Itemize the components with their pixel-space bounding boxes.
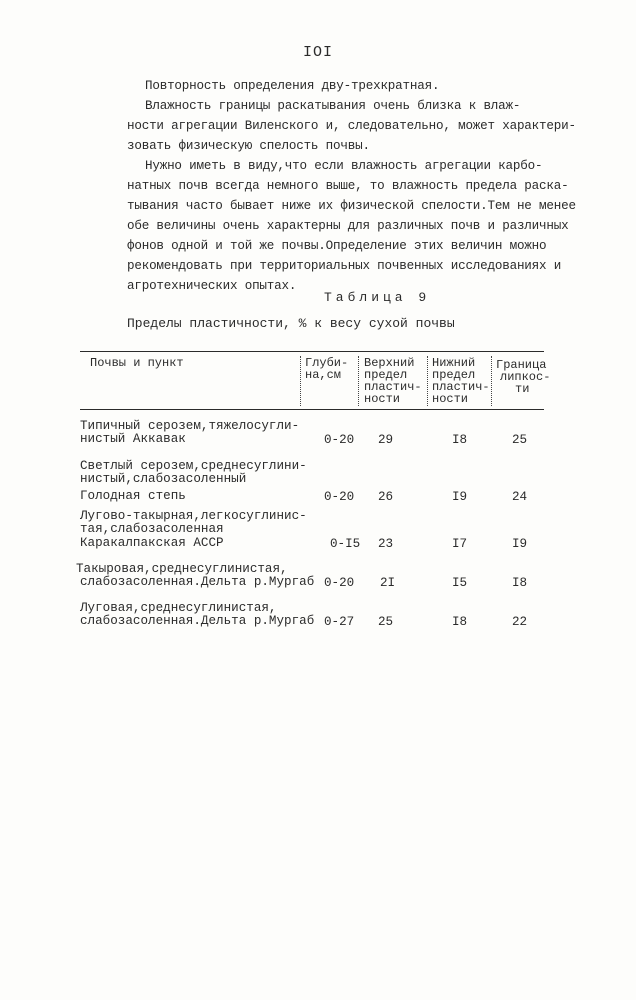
header-soil: Почвы и пункт bbox=[90, 356, 184, 370]
paragraph-line: фонов одной и той же почвы.Определение этих величин можно bbox=[127, 239, 547, 253]
header-upper: пластич- bbox=[364, 380, 422, 394]
column-separator bbox=[427, 356, 428, 406]
header-stickiness: ти bbox=[515, 382, 530, 396]
table-header-rule bbox=[80, 409, 544, 410]
header-lower: ности bbox=[432, 392, 469, 406]
header-upper: Верхний bbox=[364, 356, 415, 370]
table-cell-soil: Такыровая,среднесуглинистая, bbox=[76, 562, 288, 576]
table-cell-soil: Каракалпакская АССР bbox=[80, 536, 224, 550]
paragraph-line: зовать физическую спелость почвы. bbox=[127, 139, 370, 153]
paragraph-line: агротехнических опытах. bbox=[127, 279, 297, 293]
table-cell-lower: I8 bbox=[452, 433, 468, 447]
table-cell-depth: 0-I5 bbox=[330, 537, 361, 551]
table-cell-soil: нистый,слабозасоленный bbox=[80, 472, 247, 486]
table-cell-soil: Типичный серозем,тяжелосугли- bbox=[80, 419, 300, 433]
page-number: IOI bbox=[302, 44, 333, 61]
table-cell-stickiness: 22 bbox=[512, 615, 528, 629]
table-title: Пределы пластичности, % к весу сухой почвы bbox=[127, 316, 455, 331]
table-cell-upper: 26 bbox=[378, 490, 394, 504]
table-cell-depth: 0-27 bbox=[324, 615, 355, 629]
paragraph-line: Нужно иметь в виду,что если влажность агрегации карбо- bbox=[145, 159, 543, 173]
table-cell-soil: Голодная степь bbox=[80, 489, 186, 503]
table-cell-upper: 2I bbox=[380, 576, 396, 590]
table-cell-upper: 29 bbox=[378, 433, 394, 447]
column-separator bbox=[300, 356, 301, 406]
table-cell-soil: Светлый серозем,среднесуглини- bbox=[80, 459, 307, 473]
table-cell-soil: нистый Аккавак bbox=[80, 432, 186, 446]
table-cell-depth: 0-20 bbox=[324, 433, 355, 447]
header-upper: ности bbox=[364, 392, 401, 406]
column-separator bbox=[491, 356, 492, 406]
table-cell-lower: I7 bbox=[452, 537, 468, 551]
paragraph-line: Влажность границы раскатывания очень близка к влаж- bbox=[145, 99, 521, 113]
column-separator bbox=[358, 356, 359, 406]
paragraph-line: натных почв всегда немного выше, то влажность предела раска- bbox=[127, 179, 569, 193]
table-caption: Таблица 9 bbox=[324, 290, 431, 305]
table-cell-stickiness: I8 bbox=[512, 576, 528, 590]
paragraph-line: рекомендовать при территориальных почвенных исследованиях и bbox=[127, 259, 562, 273]
header-lower: пластич- bbox=[432, 380, 490, 394]
table-cell-lower: I9 bbox=[452, 490, 468, 504]
header-stickiness: липкос- bbox=[500, 370, 551, 384]
paragraph-line: тывания часто бывает ниже их физической спелости.Тем не менее bbox=[127, 199, 576, 213]
header-upper: предел bbox=[364, 368, 408, 382]
header-depth: на,см bbox=[305, 368, 342, 382]
header-depth: Глуби- bbox=[305, 356, 349, 370]
table-cell-soil: Луговая,среднесуглинистая, bbox=[80, 601, 277, 615]
table-cell-stickiness: 24 bbox=[512, 490, 528, 504]
header-lower: Нижний bbox=[432, 356, 476, 370]
table-cell-depth: 0-20 bbox=[324, 490, 355, 504]
table-cell-soil: тая,слабозасоленная bbox=[80, 522, 224, 536]
header-lower: предел bbox=[432, 368, 476, 382]
header-stickiness: Граница bbox=[496, 358, 547, 372]
paragraph-line: Повторность определения дву-трехкратная. bbox=[145, 79, 440, 93]
table-cell-upper: 25 bbox=[378, 615, 394, 629]
paragraph-line: обе величины очень характерны для различных почв и различных bbox=[127, 219, 569, 233]
table-cell-soil: слабозасоленная.Дельта р.Мургаб bbox=[80, 575, 315, 589]
table-cell-upper: 23 bbox=[378, 537, 394, 551]
table-cell-soil: слабозасоленная.Дельта р.Мургаб bbox=[80, 614, 315, 628]
table-cell-lower: I5 bbox=[452, 576, 468, 590]
paragraph-line: ности агрегации Виленского и, следовательно, может характери- bbox=[127, 119, 576, 133]
table-cell-depth: 0-20 bbox=[324, 576, 355, 590]
table-cell-lower: I8 bbox=[452, 615, 468, 629]
table-cell-soil: Лугово-такырная,легкосуглинис- bbox=[80, 509, 307, 523]
table-cell-stickiness: 25 bbox=[512, 433, 528, 447]
table-cell-stickiness: I9 bbox=[512, 537, 528, 551]
table-top-rule bbox=[80, 351, 544, 352]
